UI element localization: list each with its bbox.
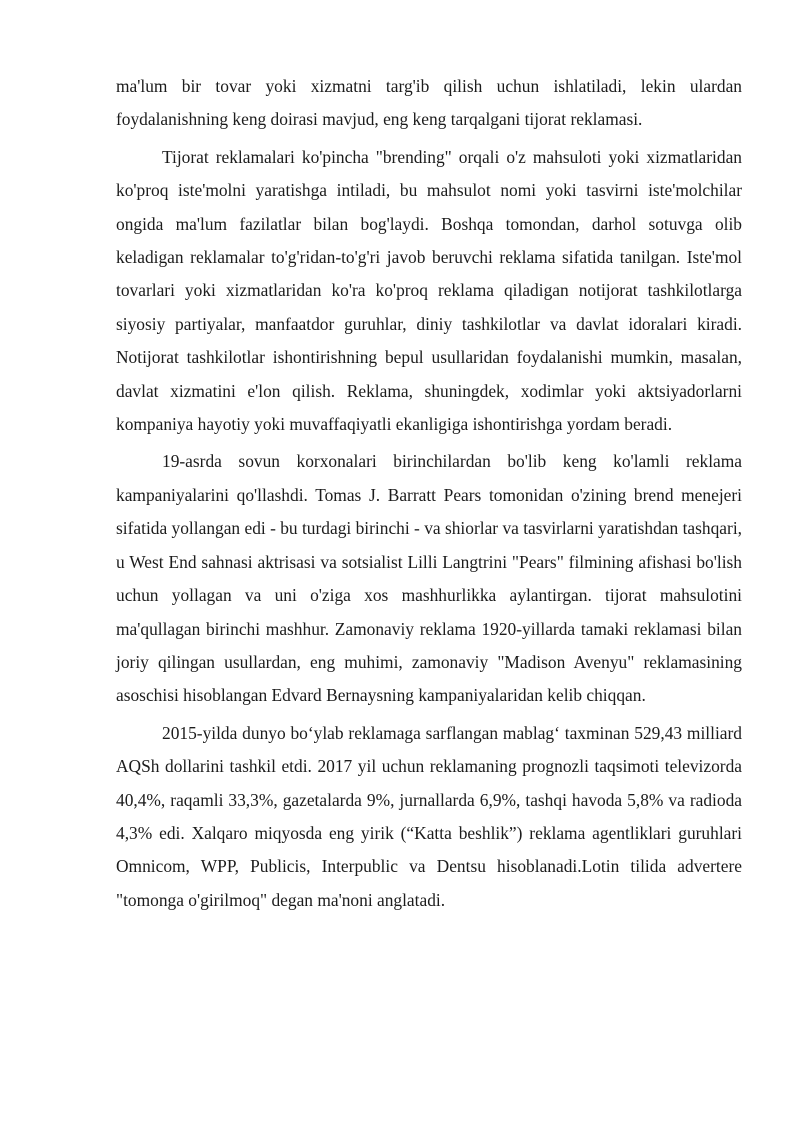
paragraph-3: 19-asrda sovun korxonalari birinchilardan bo'lib keng ko'lamli reklama kampaniyalarini qo'llashdi. Tomas J. Barratt Pears tomonidan o'zining brend menejeri sifatida yollangan edi - bu turdagi birinchi - va shiorlar va tasvirlarni yaratishdan tashqari, u West End sahnasi aktrisasi va sotsialist Lilli Langtrini "Pears" filmining afishasi bo'lish uchun yollagan va uni o'ziga xos mashhurlikka aylantirgan. tijorat mahsulotini ma'qullagan birinchi mashhur. Zamonaviy reklama 1920-yillarda tamaki reklamasi bilan joriy qilingan usullardan, eng muhimi, zamonaviy "Madison Avenyu" reklamasining asoschisi hisoblangan Edvard Bernaysning kampaniyalaridan kelib chiqqan. <box>116 451 742 706</box>
paragraph-4: 2015-yilda dunyo bo‘ylab reklamaga sarflangan mablag‘ taxminan 529,43 milliard AQSh dollarini tashkil etdi. 2017 yil uchun reklamaning prognozli taqsimoti televizorda 40,4%, raqamli 33,3%, gazetalarda 9%, jurnallarda 6,9%, tashqi havoda 5,8% va radioda 4,3% edi. Xalqaro miqyosda eng yirik (“Katta beshlik”) reklama agentliklari guruhlari Omnicom, WPP, Publicis, Interpublic va Dentsu hisoblanadi.Lotin tilida advertere "tomonga o'girilmoq" degan ma'noni anglatadi. <box>116 722 742 910</box>
document-body <box>116 70 742 917</box>
paragraph-1: ma'lum bir tovar yoki xizmatni targ'ib qilish uchun ishlatiladi, lekin ulardan foydalanishning keng doirasi mavjud, eng keng tarqalgani tijorat reklamasi. <box>116 76 742 130</box>
paragraph-2: Tijorat reklamalari ko'pincha "brending" orqali o'z mahsuloti yoki xizmatlaridan ko'proq iste'molni yaratishga intiladi, bu mahsulot nomi yoki tasvirni iste'molchilar ongida ma'lum fazilatlar bilan bog'laydi. Boshqa tomondan, darhol sotuvga olib keladigan reklamalar to'g'ridan-to'g'ri javob beruvchi reklama sifatida tanilgan. Iste'mol tovarlari yoki xizmatlaridan ko'ra ko'proq reklama qiladigan notijorat tashkilotlarga siyosiy partiyalar, manfaatdor guruhlar, diniy tashkilotlar va davlat idoralari kiradi. Notijorat tashkilotlar ishontirishning bepul usullaridan foydalanishi mumkin, masalan, davlat xizmatini e'lon qilish. Reklama, shuningdek, xodimlar yoki aktsiyadorlarni kompaniya hayotiy yoki muvaffaqiyatli ekanligiga ishontirishga yordam beradi. <box>116 146 742 435</box>
